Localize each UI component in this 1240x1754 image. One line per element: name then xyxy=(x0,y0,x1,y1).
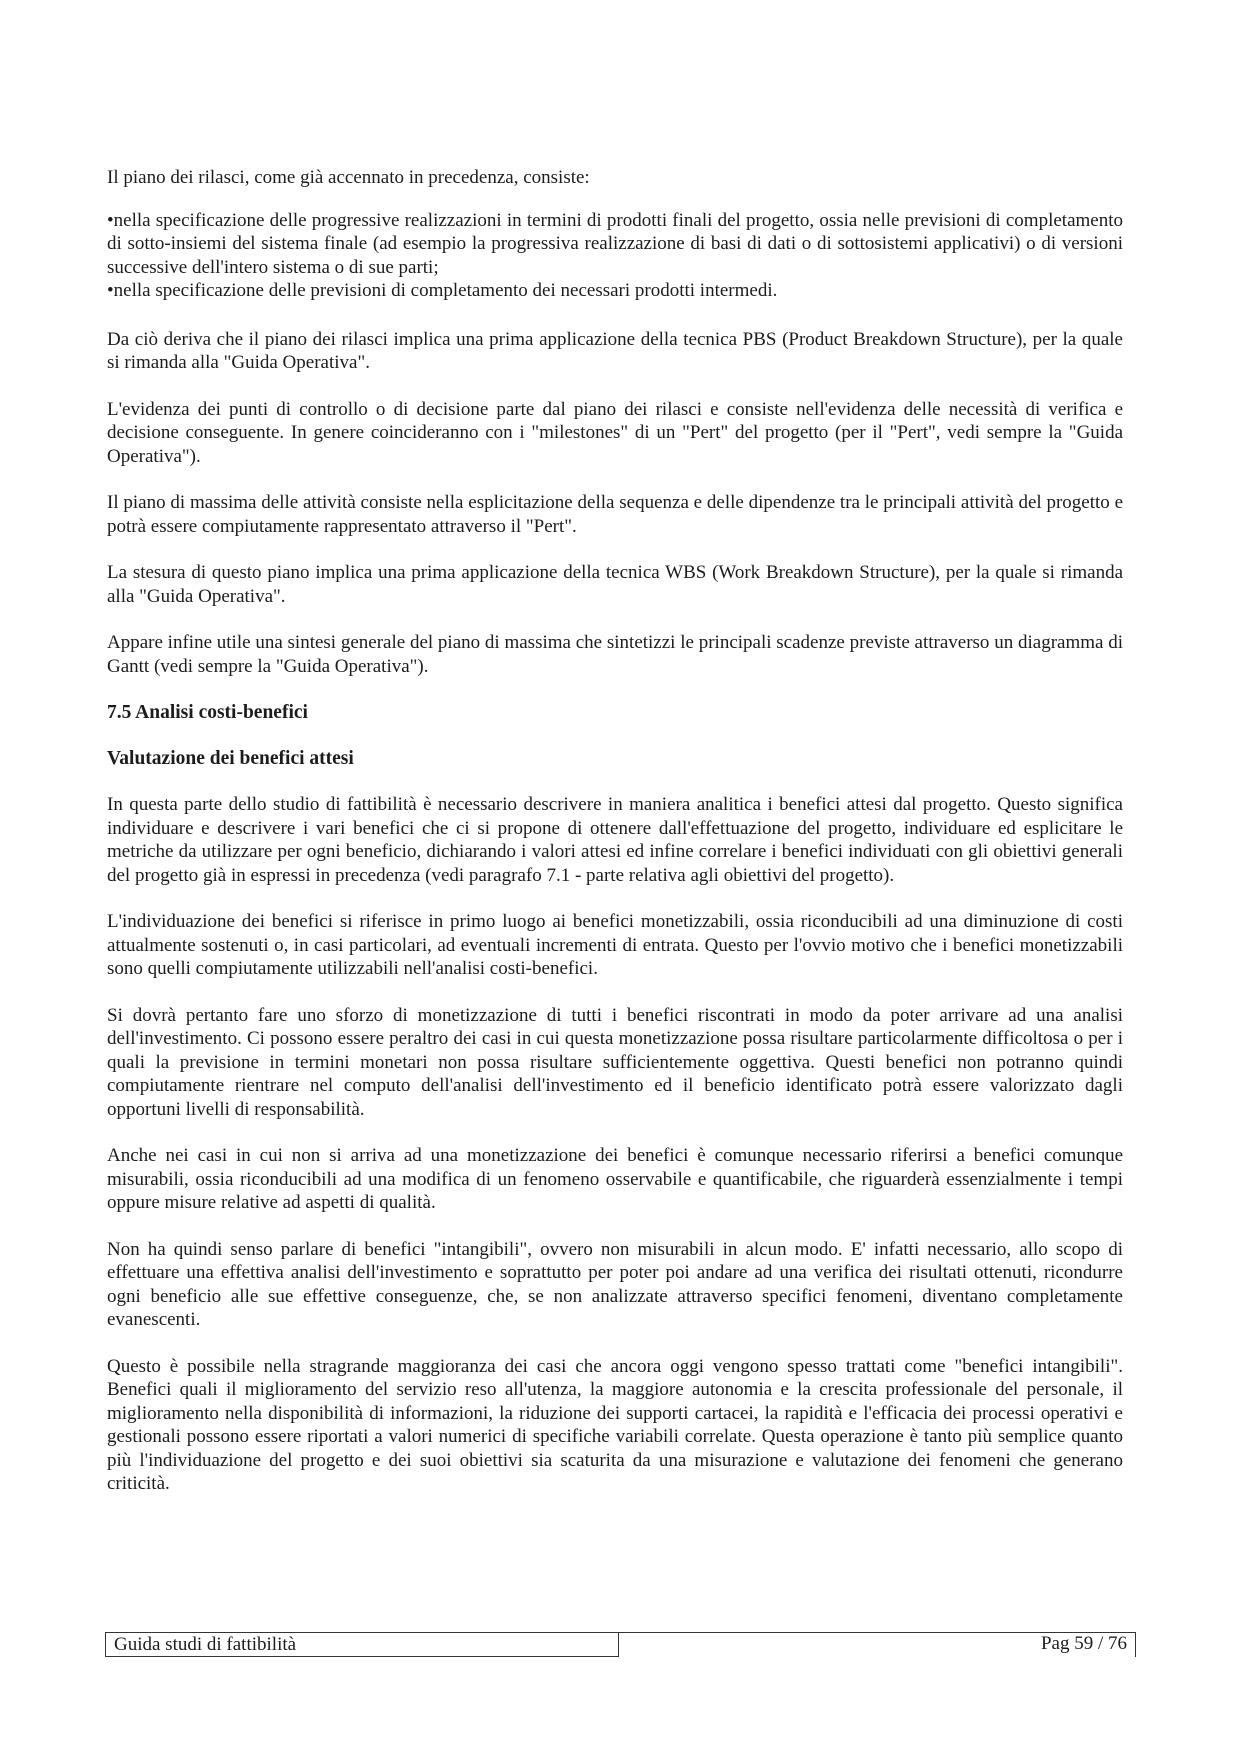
paragraph-pbs: Da ciò deriva che il piano dei rilasci implica una prima applicazione della tecnica PBS (Product Breakdown Structure), per la quale si rimanda alla "Guida Operativa". xyxy=(107,328,1123,373)
paragraph-benefits-5: Non ha quindi senso parlare di benefici "intangibili", ovvero non misurabili in alcun modo. E' infatti necessario, allo scopo di effettuare una effettiva analisi dell'investimento e soprattutto per poter poi andare ad una verifica dei risultati ottenuti, ricondurre ogni beneficio alle sue effettive conseguenze, che, se non analizzate attraverso specifici fenomeni, diventano completamente evanescenti. xyxy=(107,1238,1123,1330)
section-title: 7.5 Analisi costi-benefici xyxy=(107,702,308,723)
paragraph-benefits-1: In questa parte dello studio di fattibilità è necessario descrivere in maniera analitica i benefici attesi dal progetto. Questo significa individuare e descrivere i vari benefici che ci si propone di ottenere dall'effettuazione del progetto, individuare ed esplicitare le metriche da utilizzare per ogni beneficio, dichiarando i valori attesi ed infine correlare i benefici individuati con gli obiettivi generali del progetto già in espressi in precedenza (vedi paragrafo 7.1 - parte relativa agli obiettivi del progetto). xyxy=(107,794,1123,886)
paragraph-benefits-2: L'individuazione dei benefici si riferisce in primo luogo ai benefici monetizzabili, ossia riconducibili ad una diminuzione di costi attualmente sostenuti o, in casi particolari, ad eventuali incrementi di entrata. Questo per l'ovvio motivo che i benefici monetizzabili sono quelli compiutamente utilizzabili nell'analisi costi-benefici. xyxy=(107,911,1123,979)
bullet-item: •nella specificazione delle progressive realizzazioni in termini di prodotti finali del progetto, ossia nelle previsioni di completamento di sotto-insiemi del sistema finale (ad esempio la progressiva realizzazione di basi di dati o di sottosistemi applicativi) o di versioni successive dell'intero sistema o di sue parti; xyxy=(107,209,1123,278)
paragraph-wbs: La stesura di questo piano implica una prima applicazione della tecnica WBS (Work Breakdown Structure), per la quale si rimanda alla "Guida Operativa". xyxy=(107,562,1123,607)
paragraph-benefits-3: Si dovrà pertanto fare uno sforzo di monetizzazione di tutti i benefici riscontrati in modo da poter arrivare ad una analisi dell'investimento. Ci possono essere peraltro dei casi in cui questa monetizzazione possa risultare particolarmente difficoltosa o per i quali la previsione in termini monetari non possa risultare sufficientemente oggettiva. Questi benefici non potranno quindi compiutamente rientrare nel computo dell'analisi dell'investimento ed il beneficio identificato potrà essere valorizzato dagli opportuni livelli di responsabilità. xyxy=(107,1004,1123,1120)
paragraph-control-points: L'evidenza dei punti di controllo o di decisione parte dal piano dei rilasci e consiste nell'evidenza delle necessità di verifica e decisione conseguente. In genere coincideranno con i "milestones" di un "Pert" del progetto (per il "Pert", vedi sempre la "Guida Operativa"). xyxy=(107,398,1123,467)
intro-paragraph: Il piano dei rilasci, come già accennato in precedenza, consiste: xyxy=(107,167,590,188)
paragraph-benefits-6: Questo è possibile nella stragrande maggioranza dei casi che ancora oggi vengono spesso trattati come "benefici intangibili". Benefici quali il miglioramento del servizio reso all'utenza, la maggiore autonomia e la crescita professionale del personale, il miglioramento nella disponibilità di informazioni, la riduzione dei supporti cartacei, la rapidità e l'efficacia dei processi operativi e gestionali possono essere riportati a valori numerici di specifiche variabili correlate. Questa operazione è tanto più semplice quanto più l'individuazione del progetto e dei suoi obiettivi sia scaturita da una misurazione e valutazione dei fenomeni che generano criticità. xyxy=(107,1355,1123,1494)
paragraph-benefits-4: Anche nei casi in cui non si arriva ad una monetizzazione dei benefici è comunque necessario riferirsi a benefici comunque misurabili, ossia riconducibili ad una modifica di un fenomeno osservabile e quantificabile, che riguarderà essenzialmente i tempi oppure misure relative ad aspetti di qualità. xyxy=(107,1145,1123,1213)
footer-page-number: Pag 59 / 76 xyxy=(1040,1633,1127,1654)
page-footer xyxy=(105,1632,1136,1657)
page-body xyxy=(107,166,1123,1496)
paragraph-gantt: Appare infine utile una sintesi generale del piano di massima che sintetizzi le principali scadenze previste attraverso un diagramma di Gantt (vedi sempre la "Guida Operativa"). xyxy=(107,632,1123,677)
paragraph-activity-plan: Il piano di massima delle attività consiste nella esplicitazione della sequenza e delle dipendenze tra le principali attività del progetto e potrà essere compiutamente rappresentato attraverso il "Pert". xyxy=(107,492,1123,537)
bullet-item: •nella specificazione delle previsioni di completamento dei necessari prodotti intermedi. xyxy=(107,280,778,301)
subsection-title: Valutazione dei benefici attesi xyxy=(107,748,354,769)
footer-document-title: Guida studi di fattibilità xyxy=(106,1633,619,1657)
